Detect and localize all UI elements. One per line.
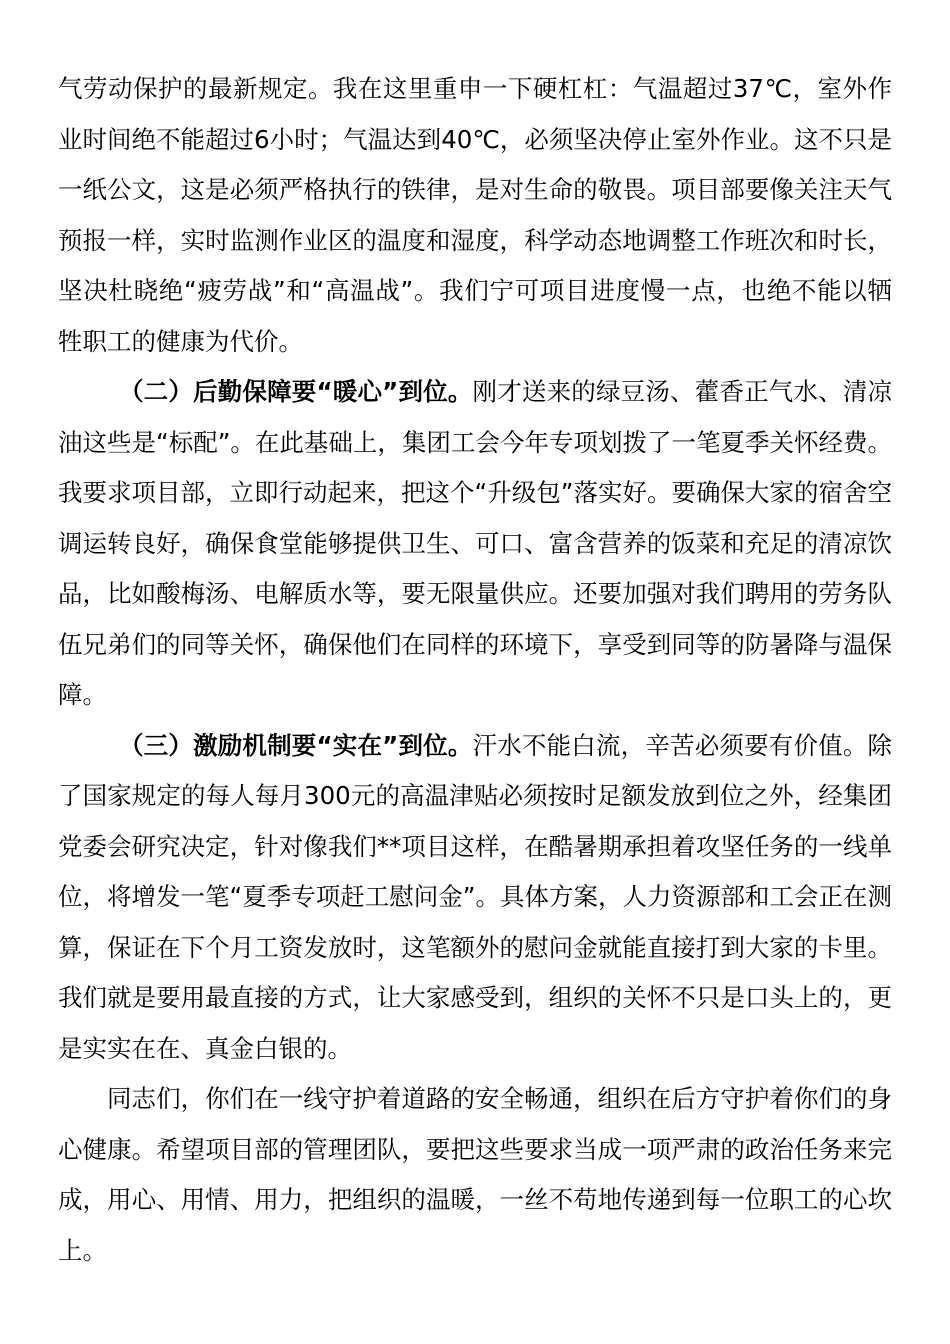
paragraph-text: 同志们，你们在一线守护着道路的安全畅通，组织在后方守护着你们的身心健康。希望项目部的管理团队，要把这些要求当成一项严肃的政治任务来完成，用心、用情、用力，把组织的温暖，一丝不苟地传递到每一位职工的心坎上。	[58, 1084, 892, 1265]
paragraph-continuation	[58, 64, 892, 367]
paragraph-text: 汗水不能白流，辛苦必须要有价值。除了国家规定的每人每月300元的高温津贴必须按时足额发放到位之外，经集团党委会研究决定，针对像我们**项目这样，在酷暑期承担着攻坚任务的一线单位，将增发一笔“夏季专项赶工慰问金”。具体方案，人力资源部和工会正在测算，保证在下个月工资发放时，这笔额外的慰问金就能直接打到大家的卡里。我们就是要用最直接的方式，让大家感受到，组织的关怀不只是口头上的，更是实实在在、真金白银的。	[58, 730, 893, 1063]
document-body	[58, 64, 892, 1276]
section-heading-logistics: （二）后勤保障要“暖心”到位。	[119, 377, 473, 406]
paragraph-text: 刚才送来的绿豆汤、藿香正气水、清凉油这些是“标配”。在此基础上，集团工会今年专项划拨了一笔夏季关怀经费。我要求项目部，立即行动起来，把这个“升级包”落实好。要确保大家的宿舍空调运转良好，确保食堂能够提供卫生、可口、富含营养的饭菜和充足的清凉饮品，比如酸梅汤、电解质水等，要无限量供应。还要加强对我们聘用的劳务队伍兄弟们的同等关怀，确保他们在同样的环境下，享受到同等的防暑降与温保障。	[58, 377, 893, 709]
paragraph-closing	[58, 1074, 892, 1276]
paragraph-logistics-support	[58, 367, 892, 721]
paragraph-text: 气劳动保护的最新规定。我在这里重申一下硬杠杠：气温超过37℃，室外作业时间绝不能超过6小时；气温达到40℃，必须坚决停止室外作业。这不只是一纸公文，这是必须严格执行的铁律，是对生命的敬畏。项目部要像关注天气预报一样，实时监测作业区的温度和湿度，科学动态地调整工作班次和时长，坚决杜晓绝“疲劳战”和“高温战”。我们宁可项目进度慢一点，也绝不能以牺牲职工的健康为代价。	[58, 74, 892, 356]
paragraph-incentive-mechanism	[58, 721, 892, 1075]
section-heading-incentive: （三）激励机制要“实在”到位。	[119, 730, 473, 760]
